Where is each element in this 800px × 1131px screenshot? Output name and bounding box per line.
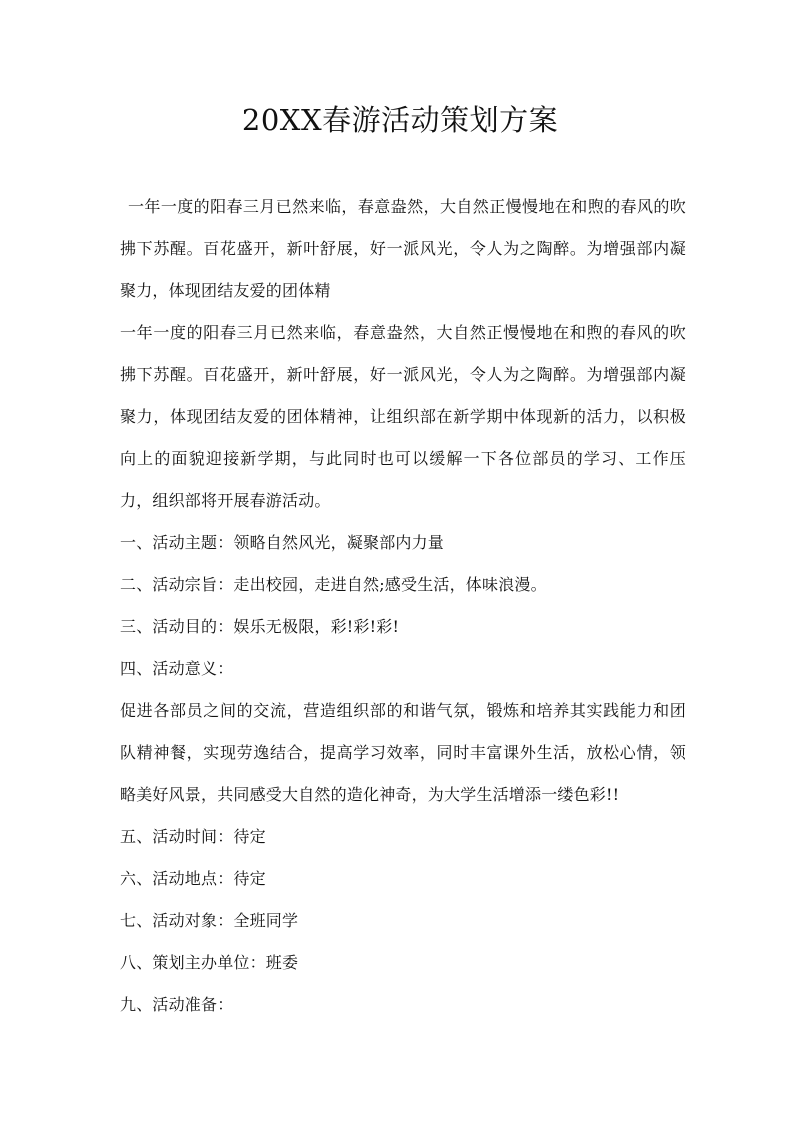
activity-preparation: 九、活动准备： (120, 995, 234, 1014)
document-title: 20XX春游活动策划方案 (241, 103, 559, 137)
activity-participants: 七、活动对象：全班同学 (120, 911, 299, 930)
activity-purpose: 二、活动宗旨：走出校园，走进自然;感受生活，体味浪漫。 (120, 575, 547, 594)
activity-theme: 一、活动主题：领略自然风光，凝聚部内力量 (120, 533, 445, 552)
activity-location: 六、活动地点：待定 (120, 869, 266, 888)
background-paragraph: 一年一度的阳春三月已然来临，春意盎然，大自然正慢慢地在和煦的春风的吹拂下苏醒。百花盛开，新叶舒展，好一派风光，令人为之陶醉。为增强部内凝聚力，体现团结友爱的团体精神，让组织部在新学期中体现新的活力，以积极向上的面貌迎接新学期，与此同时也可以缓解一下各位部员的学习、工作压力，组织部将开展春游活动。 (120, 323, 686, 510)
intro-paragraph: 一年一度的阳春三月已然来临，春意盎然，大自然正慢慢地在和煦的春风的吹拂下苏醒。百花盛开，新叶舒展，好一派风光，令人为之陶醉。为增强部内凝聚力，体现团结友爱的团体精 (120, 197, 686, 300)
document-body (120, 186, 686, 1026)
activity-goal: 三、活动目的：娱乐无极限，彩!彩!彩! (120, 617, 400, 636)
activity-significance-heading: 四、活动意义： (120, 659, 234, 678)
activity-significance-text: 促进各部员之间的交流，营造组织部的和谐气氛，锻炼和培养其实践能力和团队精神餐，实现劳逸结合，提高学习效率，同时丰富课外生活，放松心情，领略美好风景，共同感受大自然的造化神奇，为大学生活增添一缕色彩!! (120, 701, 686, 804)
activity-time: 五、活动时间：待定 (120, 827, 266, 846)
activity-organizer: 八、策划主办单位：班委 (120, 953, 299, 972)
